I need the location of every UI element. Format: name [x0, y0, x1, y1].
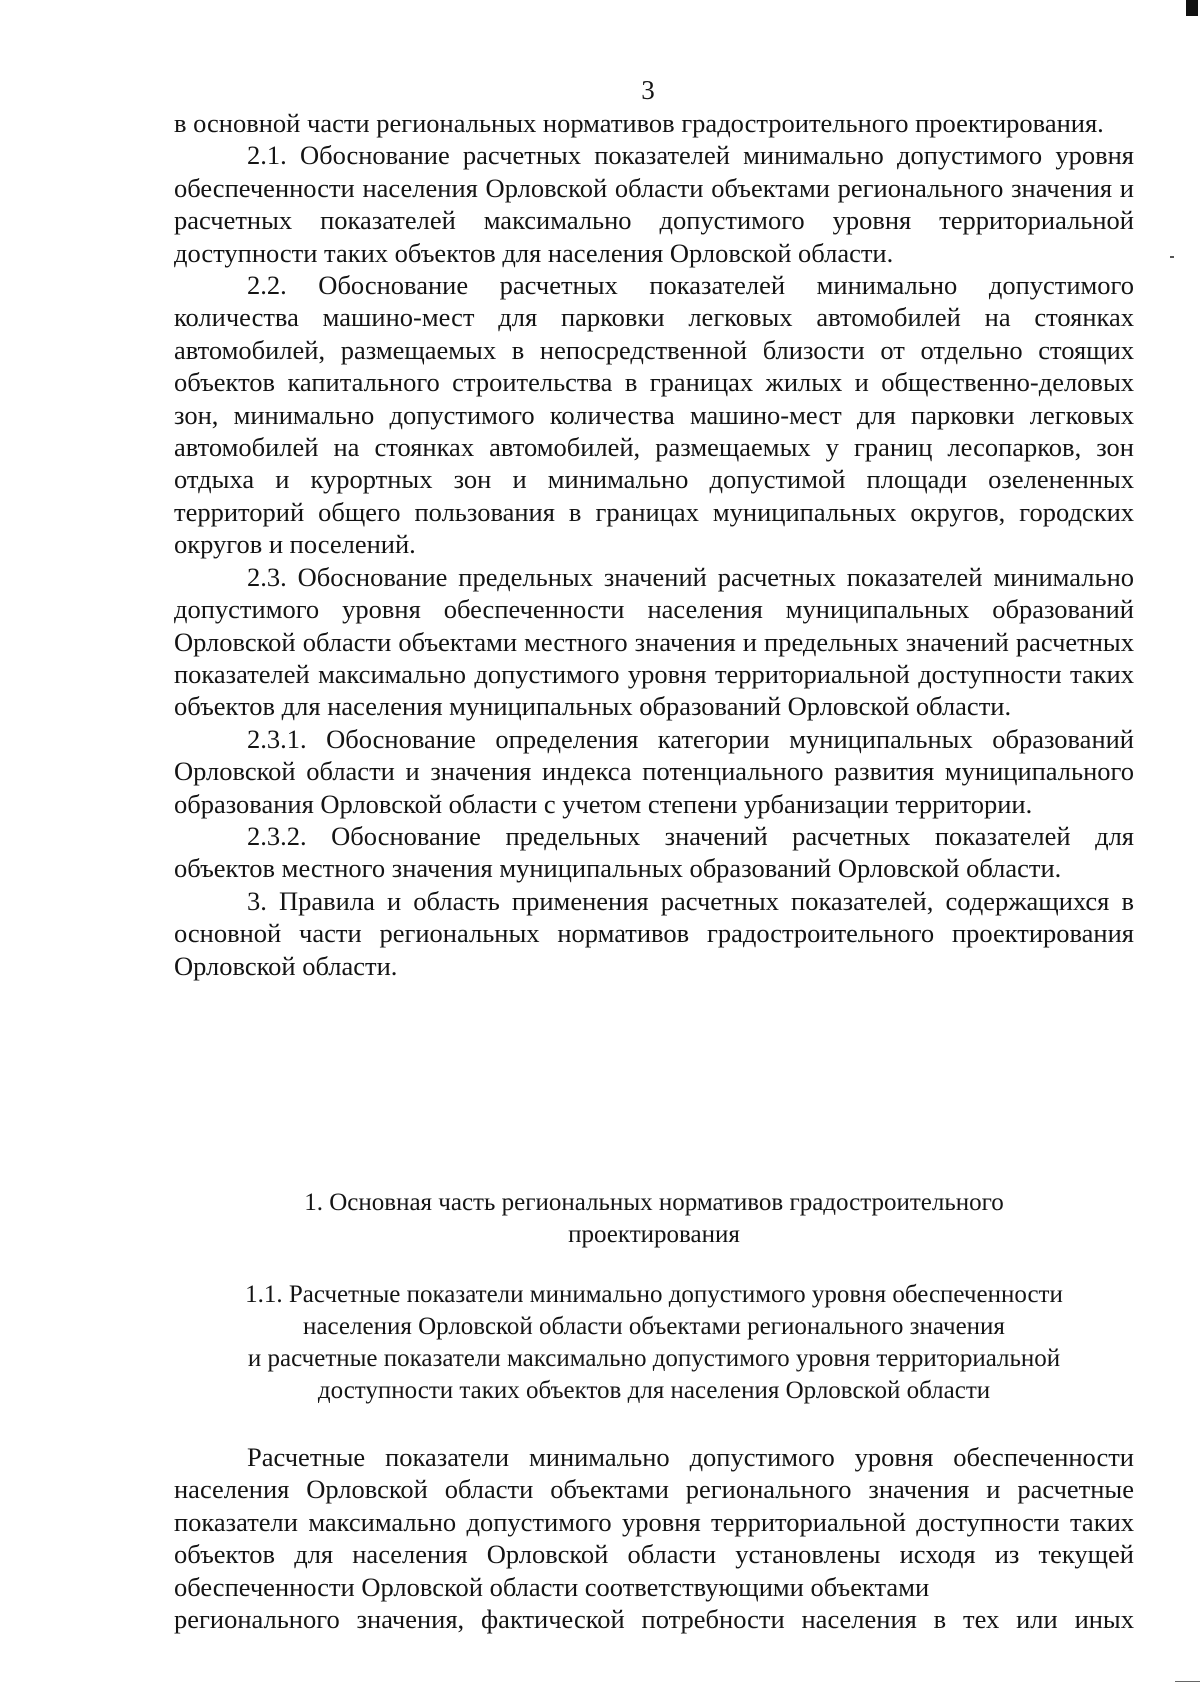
subsection-heading-line: населения Орловской области объектами регионального значения: [303, 1313, 1005, 1340]
scan-speck: [1175, 1681, 1200, 1682]
subsection-heading-line: доступности таких объектов для населения Орловской области: [317, 1377, 991, 1404]
subsection-heading: [174, 1279, 1134, 1407]
paragraph-3: 3. Правила и область применения расчетных показателей, содержащихся в основной части региональных нормативов градостроительного проектирования Орловской области.: [174, 885, 1134, 981]
subsection-heading-line: и расчетные показатели максимально допустимого уровня территориальной: [247, 1345, 1061, 1372]
closing-paragraph-text: Расчетные показатели минимально допустимого уровня обеспеченности населения Орловской области объектами регионального значения и расчетные показатели максимально допустимого уровня территориальной доступности таких объектов для населения Орловской области установлены исходя из текущей обеспеченности Орловской области соответствующими объектами: [174, 1442, 1134, 1602]
paragraph-2-3-2: 2.3.2. Обоснование предельных значений расчетных показателей для объектов местного значения муниципальных образований Орловской области.: [174, 820, 1134, 884]
section-heading-line: проектирования: [568, 1221, 740, 1248]
scan-speck: [1170, 256, 1174, 258]
paragraph-2-3-1: 2.3.1. Обоснование определения категории муниципальных образований Орловской области и значения индекса потенциального развития муниципального образования Орловской области с учетом степени урбанизации территории.: [174, 723, 1134, 819]
closing-paragraph: [174, 1441, 1134, 1635]
body-text: [174, 107, 1134, 982]
paragraph-2-3: 2.3. Обоснование предельных значений расчетных показателей минимально допустимого уровня обеспеченности населения муниципальных образований Орловской области объектами местного значения и предельных значений расчетных показателей максимально допустимого уровня территориальной доступности таких объектов для населения муниципальных образований Орловской области.: [174, 561, 1134, 722]
subsection-heading-line: 1.1. Расчетные показатели минимально допустимого уровня обеспеченности: [245, 1281, 1063, 1308]
section-heading-line: 1. Основная часть региональных нормативов градостроительного: [304, 1189, 1004, 1216]
paragraph-2-1: 2.1. Обоснование расчетных показателей минимально допустимого уровня обеспеченности населения Орловской области объектами регионального значения и расчетных показателей максимально допустимого уровня территориальной доступности таких объектов для населения Орловской области.: [174, 140, 1134, 268]
scan-edge-mark: [1186, 0, 1198, 16]
paragraph-2-2: 2.2. Обоснование расчетных показателей минимально допустимого количества машино-мест для парковки легковых автомобилей на стоянках автомобилей, размещаемых в непосредственной близости от отдельно стоящих объектов капитального строительства в границах жилых и общественно-деловых зон, минимально допустимого количества машино-мест для парковки легковых автомобилей на стоянках автомобилей, размещаемых у границ лесопарков, зон отдыха и курортных зон и минимально допустимой площади озелененных территорий общего пользования в границах муниципальных округов, городских округов и поселений.: [174, 270, 1134, 560]
page-number: 3: [641, 75, 655, 105]
closing-paragraph-last-line: регионального значения, фактической потребности населения в тех или иных: [174, 1604, 1134, 1635]
paragraph-continuation: в основной части региональных нормативов градостроительного проектирования.: [174, 108, 1104, 138]
section-heading: [174, 1187, 1134, 1251]
